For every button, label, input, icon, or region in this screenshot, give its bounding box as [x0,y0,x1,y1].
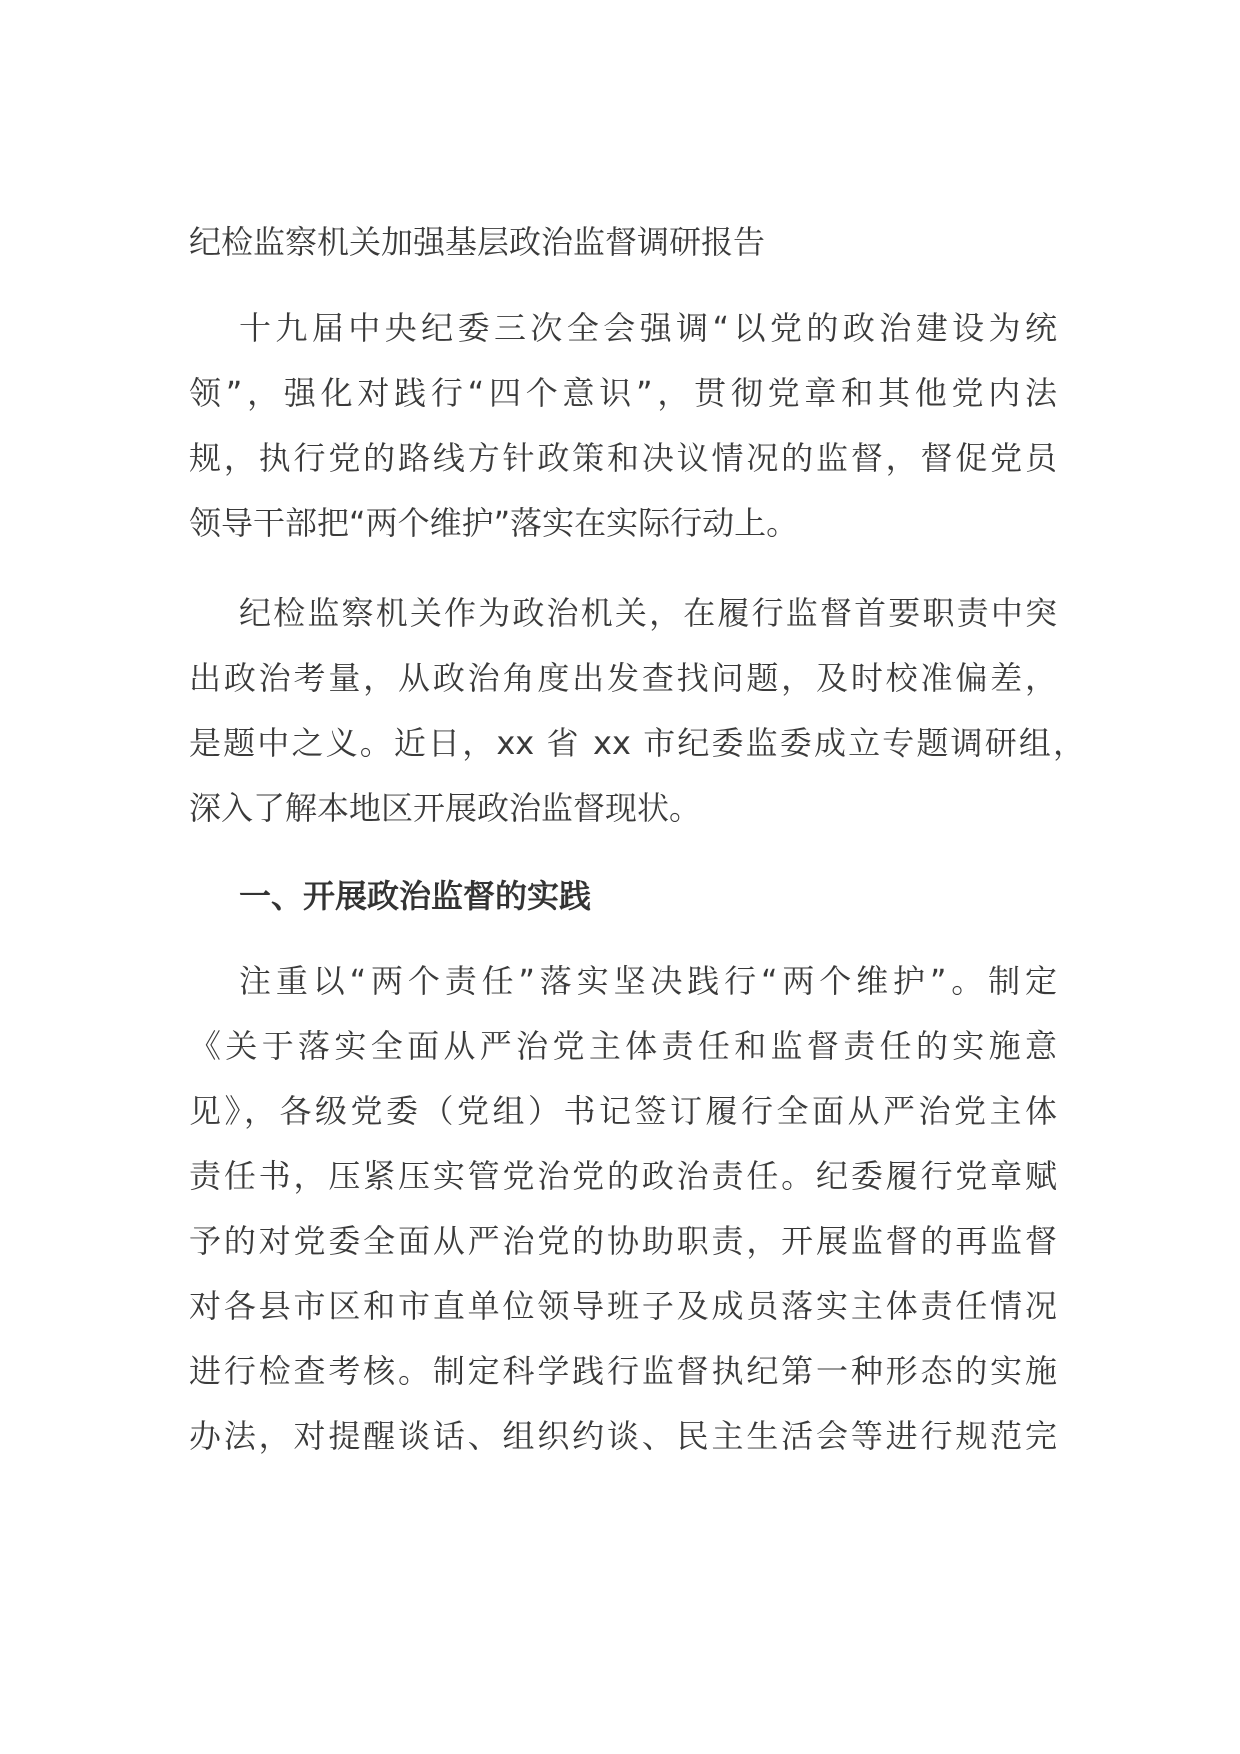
text-line: 《关于落实全面从严治党主体责任和监督责任的实施意 [189,1027,1057,1065]
text-line: 办法，对提醒谈话、组织约谈、民主生活会等进行规范完 [189,1417,1057,1455]
text-line: 纪检监察机关作为政治机关，在履行监督首要职责中突 [239,594,1057,632]
text-line: 见》，各级党委（党组）书记签订履行全面从严治党主体 [189,1092,1057,1130]
paragraph-practice [189,949,1057,1469]
text-line: 进行检查考核。制定科学践行监督执纪第一种形态的实施 [189,1352,1057,1390]
text-line: 规，执行党的路线方针政策和决议情况的监督，督促党员 [189,439,1057,477]
text-line: 予的对党委全面从严治党的协助职责，开展监督的再监督 [189,1222,1057,1260]
text-line: 领导干部把“两个维护”落实在实际行动上。 [189,504,799,542]
text-line: 注重以“两个责任”落实坚决践行“两个维护”。制定 [239,962,1057,1000]
section-heading: 一、开展政治监督的实践 [239,877,592,915]
text-line: 责任书，压紧压实管党治党的政治责任。纪委履行党章赋 [189,1157,1057,1195]
document-title: 纪检监察机关加强基层政治监督调研报告 [189,223,766,261]
paragraph-role [189,581,1085,841]
text-line: 对各县市区和市直单位领导班子及成员落实主体责任情况 [189,1287,1057,1325]
paragraph-intro [189,296,1057,556]
text-line: 深入了解本地区开展政治监督现状。 [189,789,702,827]
text-line: 是题中之义。近日，xx 省 xx 市纪委监委成立专题调研组， [189,724,1085,762]
text-line: 十九届中央纪委三次全会强调“以党的政治建设为统 [239,309,1057,347]
text-line: 领”，强化对践行“四个意识”，贯彻党章和其他党内法 [189,374,1057,412]
text-line: 出政治考量，从政治角度出发查找问题，及时校准偏差， [189,659,1057,697]
